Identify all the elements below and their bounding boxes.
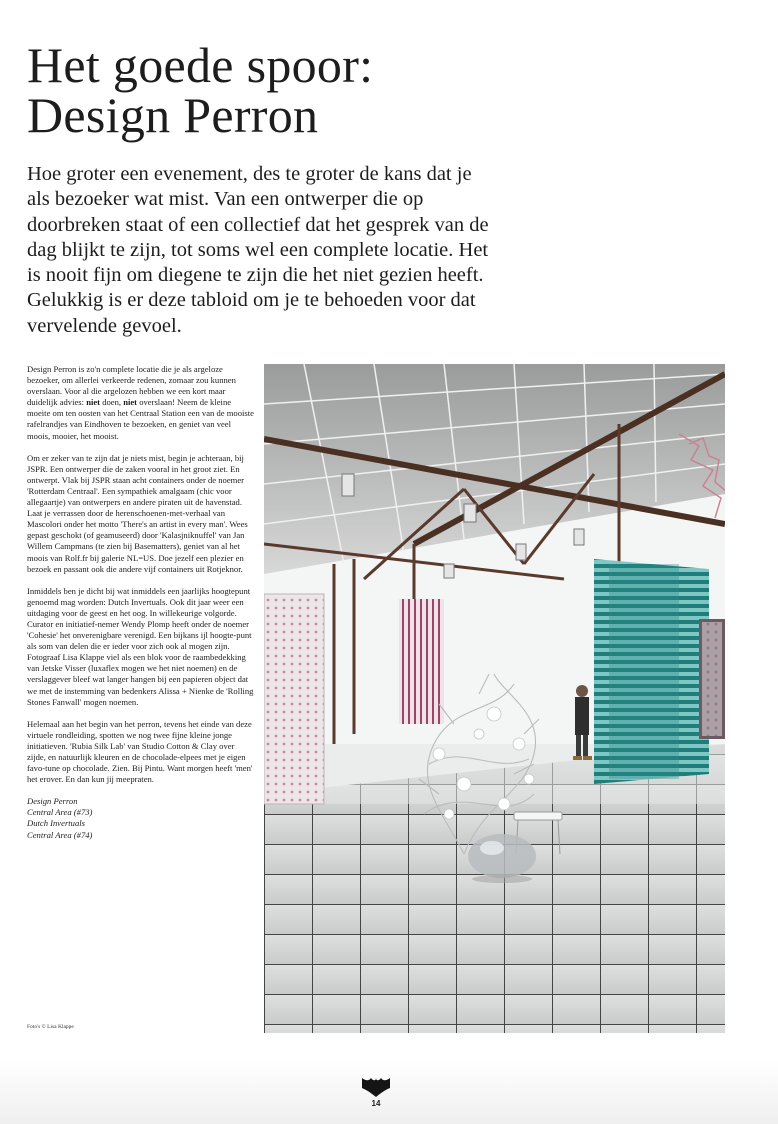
credit-line: Central Area (#73)	[27, 807, 93, 818]
page-title	[27, 37, 587, 143]
body-paragraph-1	[27, 364, 255, 442]
photo-credit: Foto's © Lisa Klappe	[27, 1024, 74, 1030]
p1-text-c: overslaan! Neem de kleine moeite om ten oosten van het Centraal Station een van de mooiste rafelrandjes van Eindhoven te bezoeken, en geniet van veel moois, mooier, het mooist.	[27, 397, 254, 441]
p1-bold-2: niet	[123, 397, 138, 408]
body-paragraph-3: Inmiddels ben je dicht bij wat inmiddels een jaarlijks hoogtepunt genoemd mag worden: Dutch Invertuals. Ook dit jaar weer een uitdaging voor de geest en het oog. In willekeurige volgorde. Curator en initiatief-nemer Wendy Plomp heeft onder de noemer 'Cohesie' het onverenigbare verenigd. Een bijkans ijl hoogte-punt als som van delen die er ieder voor zich ook al mogen zijn. Fotograaf Lisa Klappe viel als een blok voor de raambedekking van Jetske Visser (luxaflex mogen we het niet noemen) en de verslaggever bleef wat langer hangen bij een papieren object dat we met de instemming van bedenkers Alissa + Nienke de 'Rolling Stones Fanwall' mogen noemen.	[27, 585, 254, 707]
page-number: 14	[371, 1099, 381, 1108]
credit-line: Dutch Invertuals	[27, 818, 85, 829]
exhibition-hall-illustration	[264, 364, 725, 1033]
exhibition-photo	[264, 364, 725, 1033]
location-credits	[27, 796, 255, 840]
body-column	[27, 364, 255, 841]
intro-paragraph: Hoe groter een evenement, des te groter de kans dat je als bezoeker wat mist. Van een ontwerper die op doorbreken staat of een collectief dat het gesprek van de dag blijkt te zijn, tot soms wel een complete locatie. Het is nooit fijn om diegene te zijn die het niet gezien heeft. Gelukkig is er deze tabloid om je te behoeden voor dat vervelende gevoel.	[27, 163, 489, 337]
p1-text-b: doen,	[100, 397, 124, 408]
credit-line: Design Perron	[27, 796, 78, 807]
p1-text-a: Design Perron is zo'n complete locatie die je als argeloze bezoeker, om allerlei verkeerde redenen, zomaar zou kunnen overslaan. Voor al die argelozen hebben we een kort maar duidelijk advies:	[27, 364, 236, 408]
body-paragraph-4: Helemaal aan het begin van het perron, tevens het einde van deze virtuele rondleiding, spotten we nog twee fijne kleine jonge initiatieven. 'Rubia Silk Lab' van Studio Cotton & Clay over zijde, en natuurlijk kleuren en de chocolade-elpees met je eigen favo-tune op chocolade. Zien. Bij Pintu. Want morgen heeft 'men' het erover. En dan kun jij meepraten.	[27, 718, 253, 785]
title-line-2: Design Perron	[27, 87, 319, 143]
body-paragraph-2: Om er zeker van te zijn dat je niets mist, begin je achteraan, bij JSPR. Een ontwerper die de zaken vooral in het groot ziet. En ontwerpt. Vlak bij JSPR staan acht containers onder de noemer 'Rotterdam Centraal'. Een sympathiek amalgaam (chic voor allegaartje) van ontwerpers en andere piraten uit de havenstad. Laat je verrassen door de herenschoenen-met-verhaal van Mascolori onder het motto 'There's an artist in every man'. Wees gepast geschokt (of geamuseerd) door 'Kalasjniknuffel' van Jan Willem Campmans (te zien bij Basematters), geniet van al het moois van Rolf.fr bij galerie NL=US. Doe jezelf een plezier en bezoek en passant ook die andere vijf containers uit Rotjeknor.	[27, 452, 248, 574]
title-line-1: Het goede spoor:	[27, 37, 374, 93]
brand-logo-icon	[361, 1076, 391, 1098]
p1-bold-1: niet	[86, 397, 101, 408]
credit-line: Central Area (#74)	[27, 829, 93, 840]
